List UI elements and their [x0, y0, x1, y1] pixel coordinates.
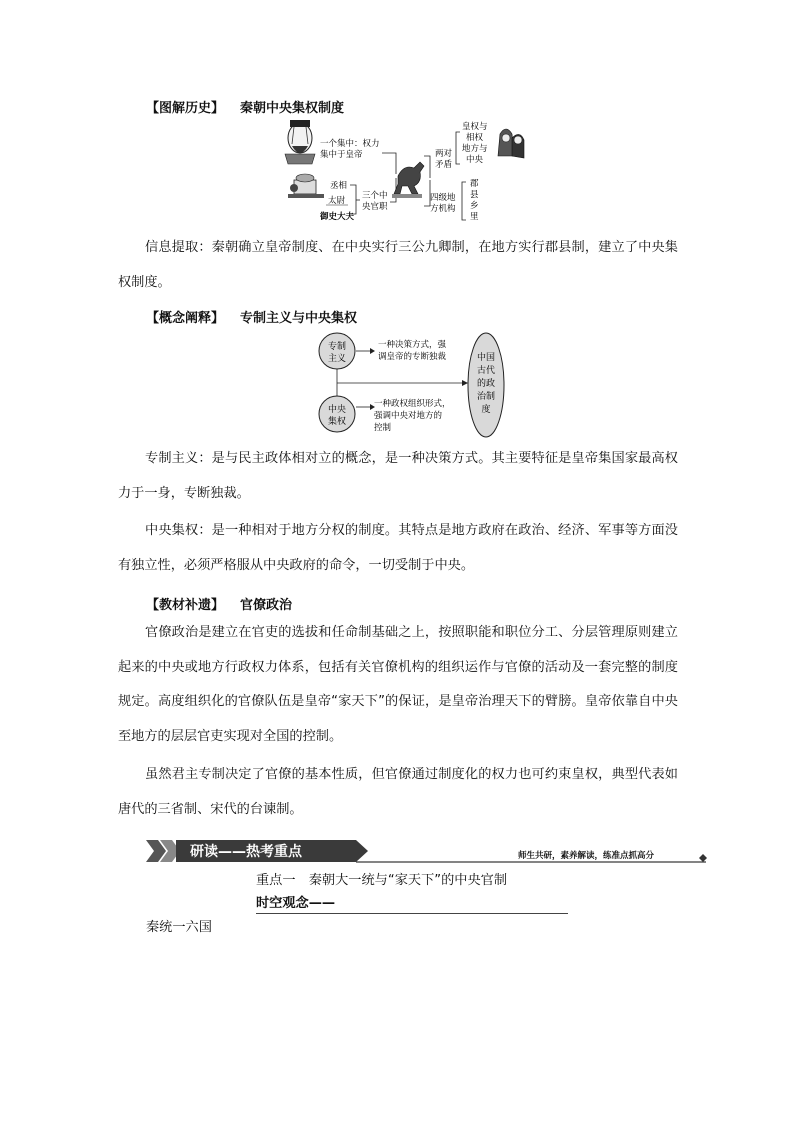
concept-diagram [312, 330, 512, 440]
section-tag: 【概念阐释】 [146, 311, 225, 326]
local-jun: 郡 [470, 179, 479, 189]
conflict-1b: 相权 [466, 133, 484, 143]
section-tag: 【教材补遗】 [146, 598, 225, 613]
node2-line1: 中央 [327, 405, 347, 415]
ellipse-line1: 中国 [476, 353, 496, 363]
desc2-line2: 强调中央对地方的 [374, 411, 443, 421]
zhuanzhi-paragraph: 专制主义：是与民主政体相对立的概念，是一种决策方式。其主要特征是皇帝集国家最高权力于一身，专断独裁。 [118, 451, 678, 501]
four-levels-line2: 方机构 [430, 204, 456, 214]
desc1-line1: 一种决策方式，强 [378, 340, 447, 350]
section-heading-jiaocai [146, 594, 292, 613]
local-li: 里 [470, 212, 479, 222]
banner-title: 研读——热考重点 [190, 844, 302, 860]
guanliao-paragraph-2: 虽然君主专制决定了官僚的基本性质，但官僚通过制度化的权力也可约束皇权，典型代表如唐代的三省制、宋代的台谏制。 [118, 767, 678, 817]
node1-line1: 专制 [327, 342, 347, 352]
section-tag: 【图解历史】 [146, 101, 225, 116]
ellipse-line5: 度 [481, 405, 491, 415]
ellipse-line3: 的政 [476, 379, 496, 389]
figures-portrait-icon [498, 129, 524, 158]
section-title: 专制主义与中央集权 [240, 311, 358, 326]
info-paragraph: 信息提取：秦朝确立皇帝制度、在中央实行三公九卿制，在地方实行郡县制，建立了中央集权制度。 [118, 240, 678, 290]
banner-slogan: 师生共研，素养解读，练准点抓高分 [518, 851, 655, 861]
two-conflicts-line2: 矛盾 [435, 160, 453, 170]
concept-label: 时空观念—— [256, 892, 568, 914]
local-xian: 县 [470, 190, 479, 200]
emperor-portrait-icon [285, 120, 315, 164]
ellipse-line2: 古代 [476, 366, 496, 376]
section-heading-tujie [146, 97, 344, 116]
qin-system-diagram [280, 116, 530, 226]
official-chengxiang: 丞相 [330, 181, 348, 191]
desc2-line3: 控制 [374, 423, 392, 433]
four-levels-line1: 四级地 [430, 193, 456, 203]
last-line: 秦统一六国 [146, 920, 212, 935]
guanliao-paragraph-1: 官僚政治是建立在官吏的选拔和任命制基础之上，按照职能和职位分工、分层管理原则建立起来的中央或地方行政权力体系，包括有关官僚机构的组织运作与官僚的活动及一套完整的制度规定。高度组织化的官僚队伍是皇帝“家天下”的保证，是皇帝治理天下的臂膀。皇帝依靠自中央至地方的层层官吏实现对全国的控制。 [118, 625, 678, 744]
officials-desk-icon [288, 174, 324, 198]
section-banner [146, 838, 710, 864]
bronze-horse-icon [392, 162, 424, 198]
key-point-title: 重点一 秦朝大一统与“家天下”的中央官制 [256, 873, 508, 888]
diamond-icon [699, 854, 707, 862]
ellipse-line4: 治制 [476, 392, 496, 402]
three-central-line2: 央官职 [362, 202, 388, 212]
section-title: 官僚政治 [240, 598, 293, 613]
section-title: 秦朝中央集权制度 [240, 101, 345, 116]
node2-line2: 集权 [327, 417, 347, 427]
local-xiang: 乡 [470, 201, 479, 211]
two-conflicts-line1: 两对 [435, 149, 453, 159]
conflict-1a: 皇权与 [462, 122, 488, 132]
section-heading-gainian [146, 307, 357, 326]
jiquan-paragraph: 中央集权：是一种相对于地方分权的制度。其特点是地方政府在政治、经济、军事等方面没有独立性，必须严格服从中央政府的命令，一切受制于中央。 [118, 523, 678, 573]
desc2-line1: 一种政权组织形式， [374, 399, 451, 409]
desc1-line2: 调皇帝的专断独裁 [378, 352, 447, 362]
left-top-line1: 一个集中：权力 [320, 139, 380, 149]
conflict-2a: 地方与 [462, 144, 488, 154]
left-top-line2: 集中于皇帝 [320, 150, 363, 160]
official-taiwei: 太尉 [328, 196, 346, 206]
three-central-line1: 三个中 [362, 191, 388, 201]
node1-line2: 主义 [327, 354, 347, 364]
conflict-2b: 中央 [466, 155, 484, 165]
official-yushidafu: 御史大夫 [320, 212, 355, 222]
